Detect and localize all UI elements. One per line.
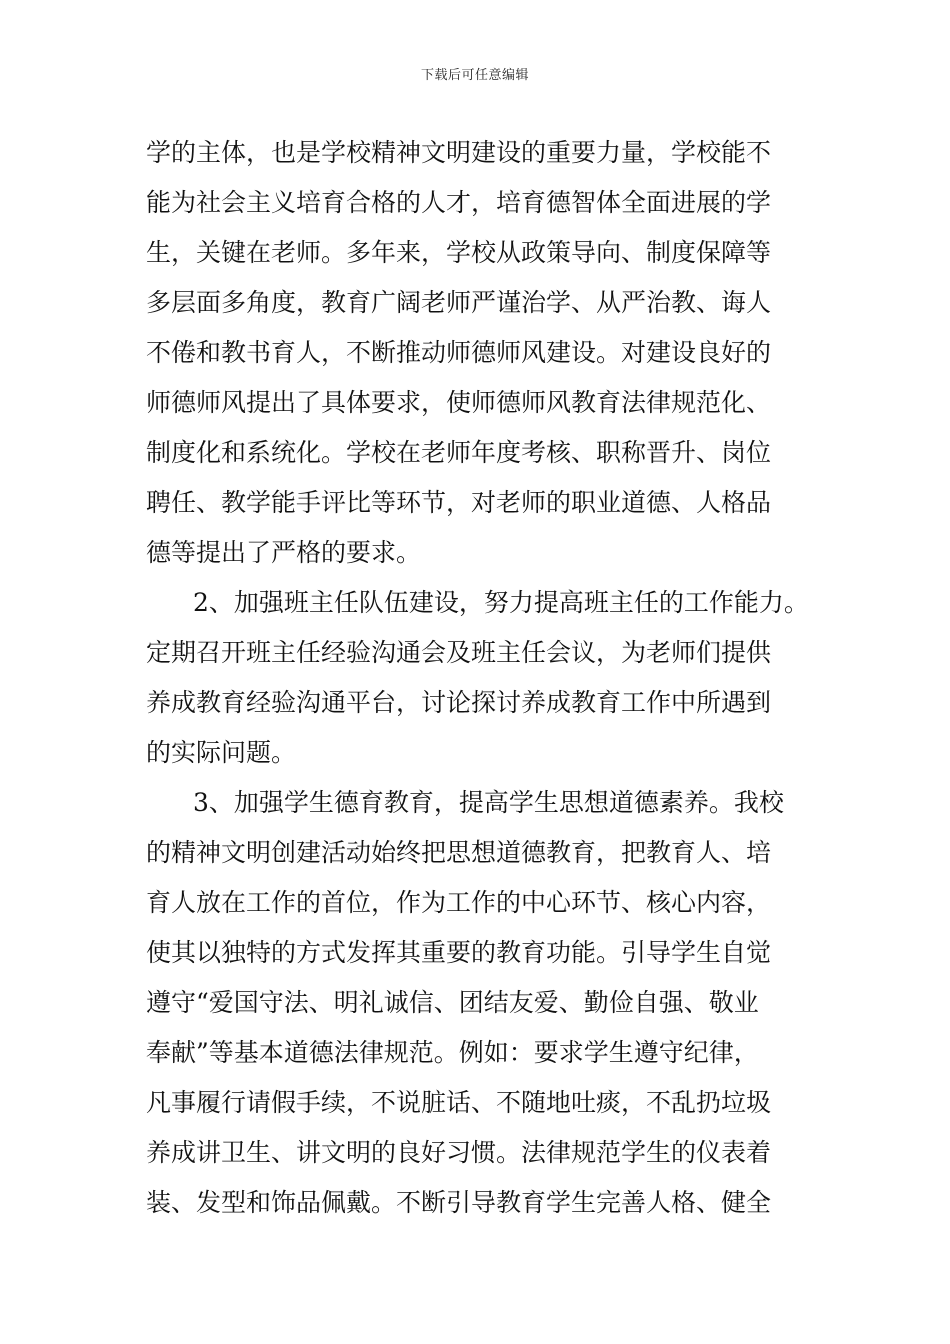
text-line: 多层面多角度，教育广阔老师严谨治学、从严治教、诲人 (146, 288, 772, 317)
text-line: 聘任、教学能手评比等环节，对老师的职业道德、人格品 (146, 488, 772, 517)
text-line: 3、加强学生德育教育，提高学生思想道德素养。我校 (193, 788, 784, 817)
paragraph-3 (146, 778, 830, 1228)
text-line: 能为社会主义培育合格的人才，培育德智体全面进展的学 (146, 188, 772, 217)
paragraph-2 (146, 578, 830, 778)
text-line: 奉献”等基本道德法律规范。例如：要求学生遵守纪律， (146, 1038, 759, 1067)
text-line: 遵守“爱国守法、明礼诚信、团结友爱、勤俭自强、敬业 (146, 988, 759, 1017)
text-line: 2、加强班主任队伍建设，努力提高班主任的工作能力。 (193, 588, 809, 617)
text-line: 生，关键在老师。多年来，学校从政策导向、制度保障等 (146, 238, 772, 267)
text-line: 师德师风提出了具体要求，使师德师风教育法律规范化、 (146, 388, 772, 417)
text-line: 的实际问题。 (146, 738, 297, 767)
text-line: 装、发型和饰品佩戴。不断引导教育学生完善人格、健全 (146, 1188, 772, 1217)
paragraph-1 (146, 128, 830, 578)
text-line: 制度化和系统化。学校在老师年度考核、职称晋升、岗位 (146, 438, 772, 467)
document-body (146, 128, 830, 1228)
text-line: 学的主体，也是学校精神文明建设的重要力量，学校能不 (146, 138, 772, 167)
text-line: 育人放在工作的首位，作为工作的中心环节、核心内容， (146, 888, 772, 917)
page-header: 下载后可任意编辑 (420, 68, 529, 83)
text-line: 德等提出了严格的要求。 (146, 538, 422, 567)
text-line: 使其以独特的方式发挥其重要的教育功能。引导学生自觉 (146, 938, 772, 967)
text-line: 不倦和教书育人，不断推动师德师风建设。对建设良好的 (146, 338, 772, 367)
text-line: 养成教育经验沟通平台，讨论探讨养成教育工作中所遇到 (146, 688, 772, 717)
text-line: 的精神文明创建活动始终把思想道德教育，把教育人、培 (146, 838, 772, 867)
text-line: 养成讲卫生、讲文明的良好习惯。法律规范学生的仪表着 (146, 1138, 772, 1167)
text-line: 凡事履行请假手续，不说脏话、不随地吐痰，不乱扔垃圾 (146, 1088, 772, 1117)
text-line: 定期召开班主任经验沟通会及班主任会议，为老师们提供 (146, 638, 772, 667)
